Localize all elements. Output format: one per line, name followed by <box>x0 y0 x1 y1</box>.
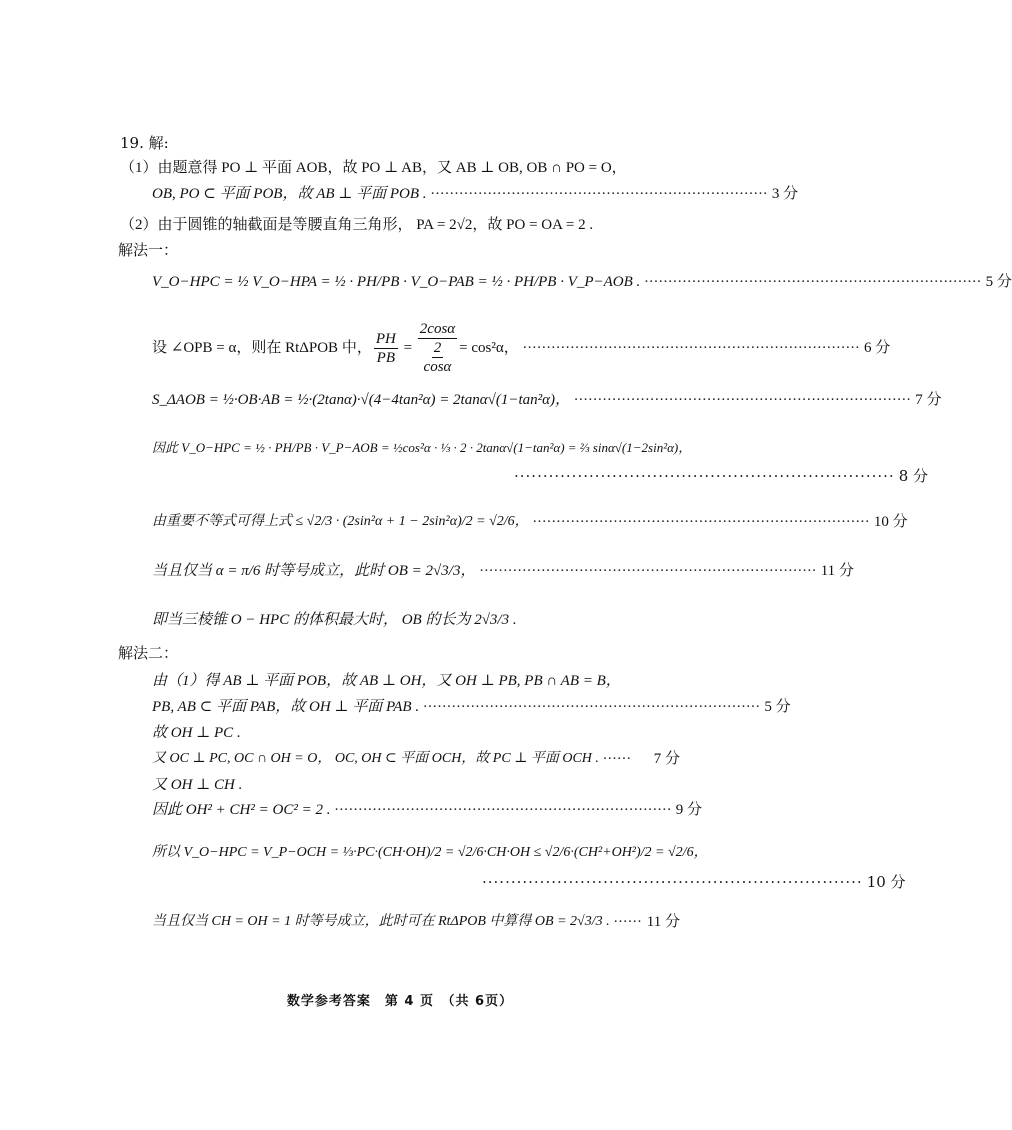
method2-line8 <box>152 912 680 932</box>
part1-line1-text: （1）由题意得 PO ⊥ 平面 AOB，故 PO ⊥ AB，又 AB ⊥ OB, OB ∩ PO = O， <box>120 160 627 176</box>
method1-line3 <box>152 390 942 410</box>
method2-l8-score: 11 分 <box>646 914 680 930</box>
method1-l7-expr: 即当三棱锥 O − HPC 的体积最大时， OB 的长为 2√3/3 . <box>152 612 517 628</box>
method2-l1-text: 由（1）得 AB ⊥ 平面 POB，故 AB ⊥ OH，又 OH ⊥ PB, PB ∩ AB = B， <box>152 673 621 689</box>
method1-l6-score: 11 分 <box>820 563 854 579</box>
method1-title-text: 解法一： <box>118 241 179 259</box>
method2-line7-score-row <box>478 872 906 892</box>
method1-l2-score: 6 分 <box>863 340 891 356</box>
part1-score: 3 分 <box>771 186 799 202</box>
page-footer: 数学参考答案 第 4 页 （共 6页） <box>286 994 514 1009</box>
score-leader: ······································································· <box>574 392 912 408</box>
method2-l3-text: 故 OH ⊥ PC . <box>152 725 241 741</box>
inner-denominator: cosα <box>423 359 452 375</box>
method2-l4-score: 7 分 <box>653 751 680 767</box>
method1-l6-expr: 当且仅当 α = π/6 时等号成立，此时 OB = 2√3/3， <box>152 563 476 579</box>
method1-l2-prefix: 设 ∠OPB = α，则在 RtΔPOB 中， <box>152 340 372 356</box>
method1-line7 <box>152 610 680 630</box>
method1-l5-expr: 由重要不等式可得上式 ≤ √2/3 · (2sin²α + 1 − 2sin²α)/2 = √2/6， <box>152 514 529 529</box>
method1-line1 <box>152 272 1012 292</box>
score-leader: ······································································· <box>423 699 761 715</box>
method2-line3 <box>152 723 241 743</box>
method1-l1-expr: V_O−HPC = ½ V_O−HPA = ½ · PH/PB · V_O−PAB = ½ · PH/PB · V_P−AOB . <box>152 274 641 290</box>
method1-line2: 设 ∠OPB = α，则在 RtΔPOB 中， $\frac{PH}{PB}$ = $\frac{2\cos\alpha}{\frac{2}{\cos\alpha}}$ = cos²α， ······································································· 6 分 <box>152 321 891 375</box>
method2-l2-text: PB, AB ⊂ 平面 PAB，故 OH ⊥ 平面 PAB . <box>152 699 420 715</box>
fraction-denominator: PB <box>376 349 395 366</box>
score-leader: ······ <box>602 751 632 767</box>
part1-line1 <box>120 158 680 178</box>
method2-l7-score: 10 分 <box>866 873 906 891</box>
method2-l8-text: 当且仅当 CH = OH = 1 时等号成立，此时可在 RtΔPOB 中算得 OB = 2√3/3 . <box>152 914 610 929</box>
part1-line2 <box>152 184 799 204</box>
method2-l6-text: 因此 OH² + CH² = OC² = 2 . <box>152 802 331 818</box>
part1-line2-text: OB, PO ⊂ 平面 POB，故 AB ⊥ 平面 POB . <box>152 186 427 202</box>
method2-l7-text: 所以 V_O−HPC = V_P−OCH = ⅓·PC·(CH·OH)/2 = √2/6·CH·OH ≤ √2/6·(CH²+OH²)/2 = √2/6， <box>152 845 708 860</box>
problem-number <box>120 133 169 153</box>
method1-l2-tail: = cos²α， <box>459 340 519 356</box>
method2-line6 <box>152 800 702 820</box>
score-leader: ······································································· <box>522 340 860 356</box>
fraction-numerator: 2cosα <box>419 321 456 337</box>
score-leader: ······································································· <box>430 186 768 202</box>
score-leader: ······································································· <box>479 563 817 579</box>
score-leader: ······ <box>613 914 643 930</box>
method2-line5 <box>152 775 242 795</box>
method1-line4 <box>152 438 692 458</box>
method2-title-text: 解法二： <box>118 644 179 662</box>
method2-l4-text: 又 OC ⊥ PC, OC ∩ OH = O， OC, OH ⊂ 平面 OCH，故 PC ⊥ 平面 OCH . <box>152 751 599 766</box>
method1-l3-expr: S_ΔAOB = ½·OB·AB = ½·(2tanα)·√(4−4tan²α) = 2tanα√(1−tan²α)， <box>152 392 570 408</box>
method2-l2-score: 5 分 <box>764 699 791 715</box>
part2-line-text: （2）由于圆锥的轴截面是等腰直角三角形， PA = 2√2，故 PO = OA = 2 . <box>120 217 594 233</box>
method1-title <box>118 240 178 260</box>
fraction-denominator <box>422 339 454 376</box>
method1-l5-score: 10 分 <box>873 514 908 530</box>
method2-l6-score: 9 分 <box>675 802 702 818</box>
score-leader: ·································································· <box>514 467 895 485</box>
part2-line <box>120 215 680 235</box>
method1-line5 <box>152 512 908 532</box>
problem-number-text: 19. 解: <box>120 134 169 152</box>
score-leader: ······································································· <box>532 514 870 530</box>
fraction-numerator: PH <box>375 330 396 347</box>
method2-title <box>118 643 178 663</box>
method1-l4-score: 8 分 <box>898 467 929 485</box>
method1-l4-expr: 因此 V_O−HPC = ½ · PH/PB · V_P−AOB = ½cos²α · ⅓ · 2 · 2tanα√(1−tan²α) = ⅔ sinα√(1−2sin²α)， <box>152 440 692 455</box>
method2-l5-text: 又 OH ⊥ CH . <box>152 777 243 793</box>
score-leader: ······································································· <box>334 802 672 818</box>
method2-line7 <box>152 843 708 863</box>
inner-numerator: 2 <box>433 340 442 356</box>
method2-line4 <box>152 749 680 769</box>
score-leader: ·································································· <box>482 873 863 891</box>
method2-line2 <box>152 697 791 717</box>
cos-fraction <box>418 320 457 376</box>
method1-l1-score: 5 分 <box>985 274 1012 290</box>
method1-l3-score: 7 分 <box>915 392 942 408</box>
method2-line1 <box>152 671 680 691</box>
ph-pb-fraction <box>374 330 398 367</box>
method1-line4-score-row <box>510 466 929 486</box>
score-leader: ······································································· <box>644 274 982 290</box>
method1-line6 <box>152 561 854 581</box>
